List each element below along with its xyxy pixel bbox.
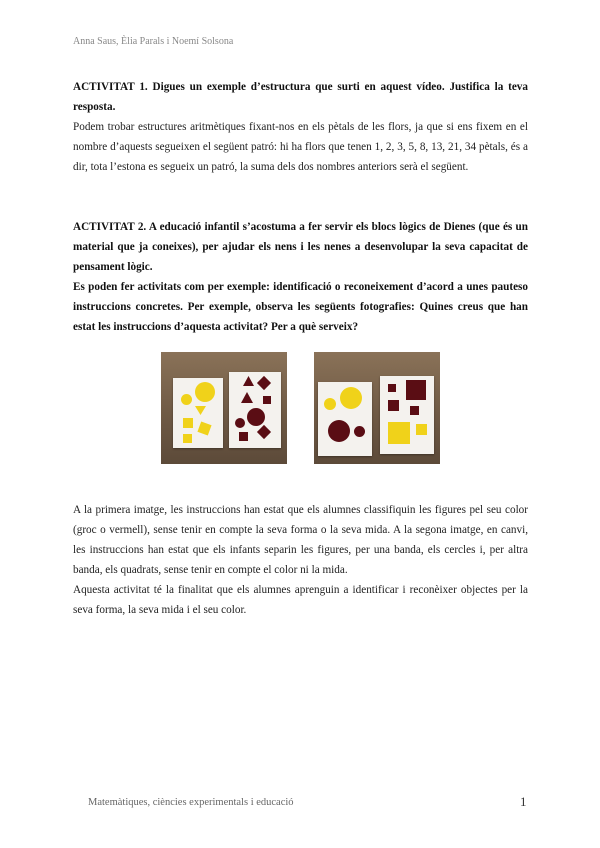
yellow-small-triangle [195,406,206,415]
red-triangle-top [243,376,254,386]
answer-section [73,500,528,620]
red-large-circle-2 [328,420,350,442]
yellow-small-circle [181,394,192,405]
red-large-square [406,380,426,400]
red-square-tilted [257,425,271,439]
activity-2-heading: ACTIVITAT 2. A educació infantil s’acostuma a fer servir els blocs lògics de Dienes (que és un material que ja coneixes), per ajudar els nens i les nenes a desenvolupar la seva capacitat de pensament lògic. [73,221,528,273]
red-diamond [257,376,271,390]
yellow-square [197,421,211,435]
page-footer-course: Matemàtiques, ciències experimentals i educació [88,797,294,808]
photo-sorted-by-color [161,352,287,464]
yellow-small-square-2 [416,424,427,435]
red-small-square [263,396,271,404]
red-small-square-2 [388,400,399,411]
activity-2-section [73,217,528,337]
page-number: 1 [520,794,527,809]
activity-1-section [73,77,528,177]
activity-1-answer: Podem trobar estructures aritmètiques fixant-nos en els pètals de les flors, ja que si ens fixem en el nombre d’aquests segueixen el següent patró: hi ha flors que tenen 1, 2, 3, 5, 8, 13, 21, 34 pètals, és a dir, tota l’estona es segueix un patró, la suma dels dos nombres anteriors serà el següent. [73,121,528,173]
page-header-authors: Anna Saus, Èlia Parals i Noemí Solsona [73,36,234,47]
red-triangle [241,392,253,403]
red-square-3 [410,406,419,415]
answer-paragraph-1: A la primera imatge, les instruccions han estat que els alumnes classifiquin les figures pel seu color (groc o vermell), sense tenir en compte la seva forma o la seva mida. A la segona imatge, en canvi, les instruccions han estat que els infants separin les figures, per una banda, els cercles i, per altra banda, els quadrats, sense tenir en compte el color ni la mida. [73,504,528,576]
activity-1-heading: ACTIVITAT 1. Digues un exemple d’estructura que surti en aquest vídeo. Justifica la teva resposta. [73,81,528,113]
yellow-tiny-square [183,434,192,443]
squares-card [380,376,434,454]
red-tiny-square [239,432,248,441]
circles-card [318,382,372,456]
red-small-circle-2 [354,426,365,437]
answer-paragraph-2: Aquesta activitat té la finalitat que els alumnes aprenguin a identificar i reconèixer objectes per la seva forma, la seva mida i el seu color. [73,584,528,616]
yellow-large-square [388,422,410,444]
photo-row [0,352,600,464]
red-tiny-square-2 [388,384,396,392]
activity-2-question: Es poden fer activitats com per exemple: identificació o reconeixement d’acord a unes pauteso instruccions concretes. Per exemple, observa les següents fotografies: Quines creus que han estat les instruccions d’aquesta activitat? Per a què serveix? [73,281,528,333]
yellow-small-square [183,418,193,428]
yellow-large-circle-2 [340,387,362,409]
yellow-pieces-card [173,378,223,448]
red-large-circle [247,408,265,426]
red-small-circle [235,418,245,428]
photo-sorted-by-shape [314,352,440,464]
yellow-small-circle-2 [324,398,336,410]
red-pieces-card [229,372,281,448]
yellow-large-circle [195,382,215,402]
